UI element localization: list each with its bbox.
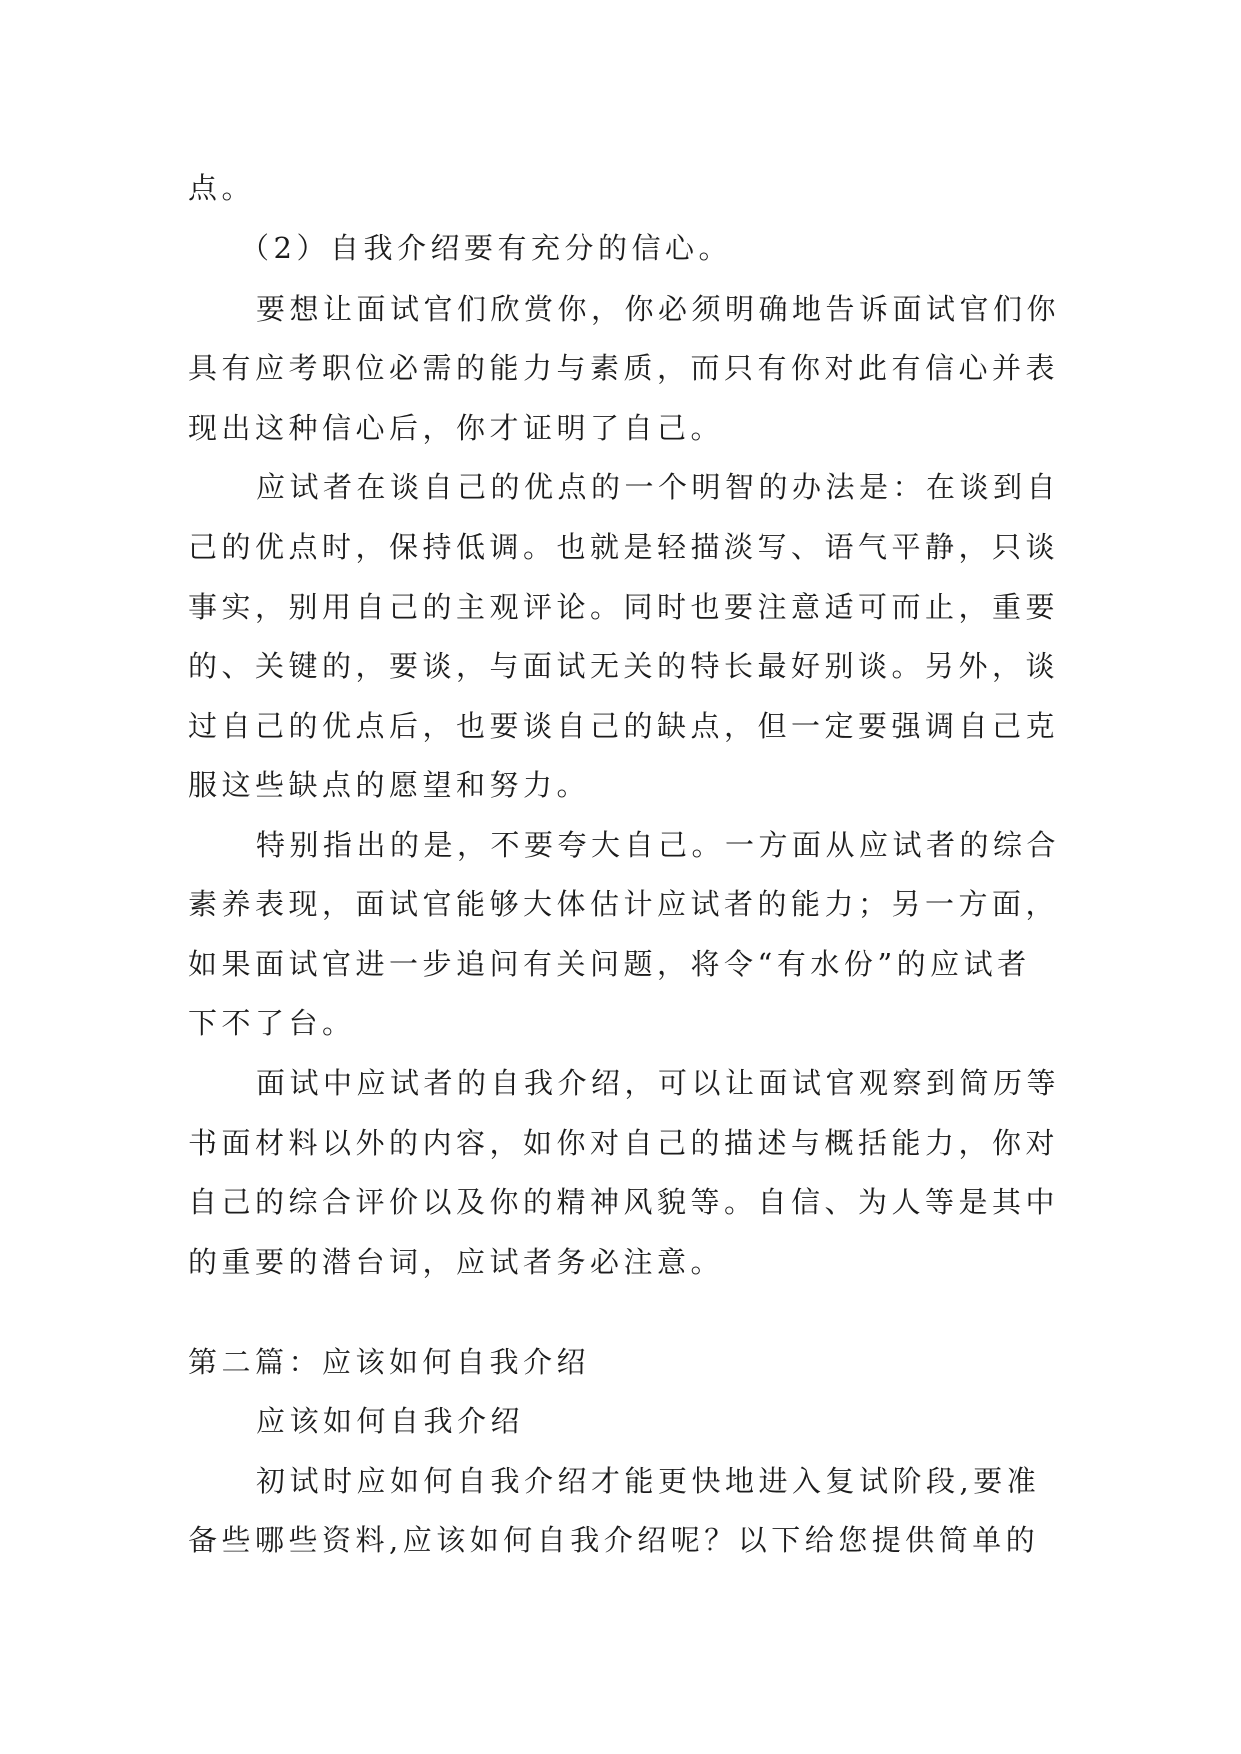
text-line: 书面材料以外的内容，如你对自己的描述与概括能力，你对 [188, 1126, 1060, 1160]
text-line: 事实，别用自己的主观评论。同时也要注意适可而止，重要 [188, 590, 1060, 624]
text-line: 特别指出的是，不要夸大自己。一方面从应试者的综合 [256, 828, 1061, 862]
section-heading: （2）自我介绍要有充分的信心。 [240, 231, 732, 265]
chapter-title: 第二篇：应该如何自我介绍 [188, 1345, 591, 1379]
text-line: 面试中应试者的自我介绍，可以让面试官观察到简历等 [256, 1066, 1061, 1100]
text-line: 服这些缺点的愿望和努力。 [188, 768, 591, 802]
text-line: 要想让面试官们欣赏你，你必须明确地告诉面试官们你 [256, 292, 1061, 326]
text-line: 初试时应如何自我介绍才能更快地进入复试阶段,要准 [256, 1464, 1041, 1498]
article-title: 应该如何自我介绍 [256, 1404, 525, 1438]
text-line: 自己的综合评价以及你的精神风貌等。自信、为人等是其中 [188, 1185, 1060, 1219]
text-line: 具有应考职位必需的能力与素质，而只有你对此有信心并表 [188, 351, 1060, 385]
text-line: 的重要的潜台词，应试者务必注意。 [188, 1245, 725, 1279]
text-line: 点。 [188, 171, 256, 205]
text-line: 过自己的优点后，也要谈自己的缺点，但一定要强调自己克 [188, 709, 1060, 743]
text-line: 下不了台。 [188, 1006, 356, 1040]
text-line: 备些哪些资料,应该如何自我介绍呢？以下给您提供简单的 [188, 1523, 1040, 1557]
text-line: 的、关键的，要谈，与面试无关的特长最好别谈。另外，谈 [188, 649, 1060, 683]
text-line: 己的优点时，保持低调。也就是轻描淡写、语气平静，只谈 [188, 530, 1060, 564]
text-line: 现出这种信心后，你才证明了自己。 [188, 411, 725, 445]
text-line: 素养表现，面试官能够大体估计应试者的能力；另一方面， [188, 887, 1060, 921]
text-line: 应试者在谈自己的优点的一个明智的办法是：在谈到自 [256, 470, 1061, 504]
text-line: 如果面试官进一步追问有关问题，将令“有水份”的应试者 [188, 947, 1031, 981]
